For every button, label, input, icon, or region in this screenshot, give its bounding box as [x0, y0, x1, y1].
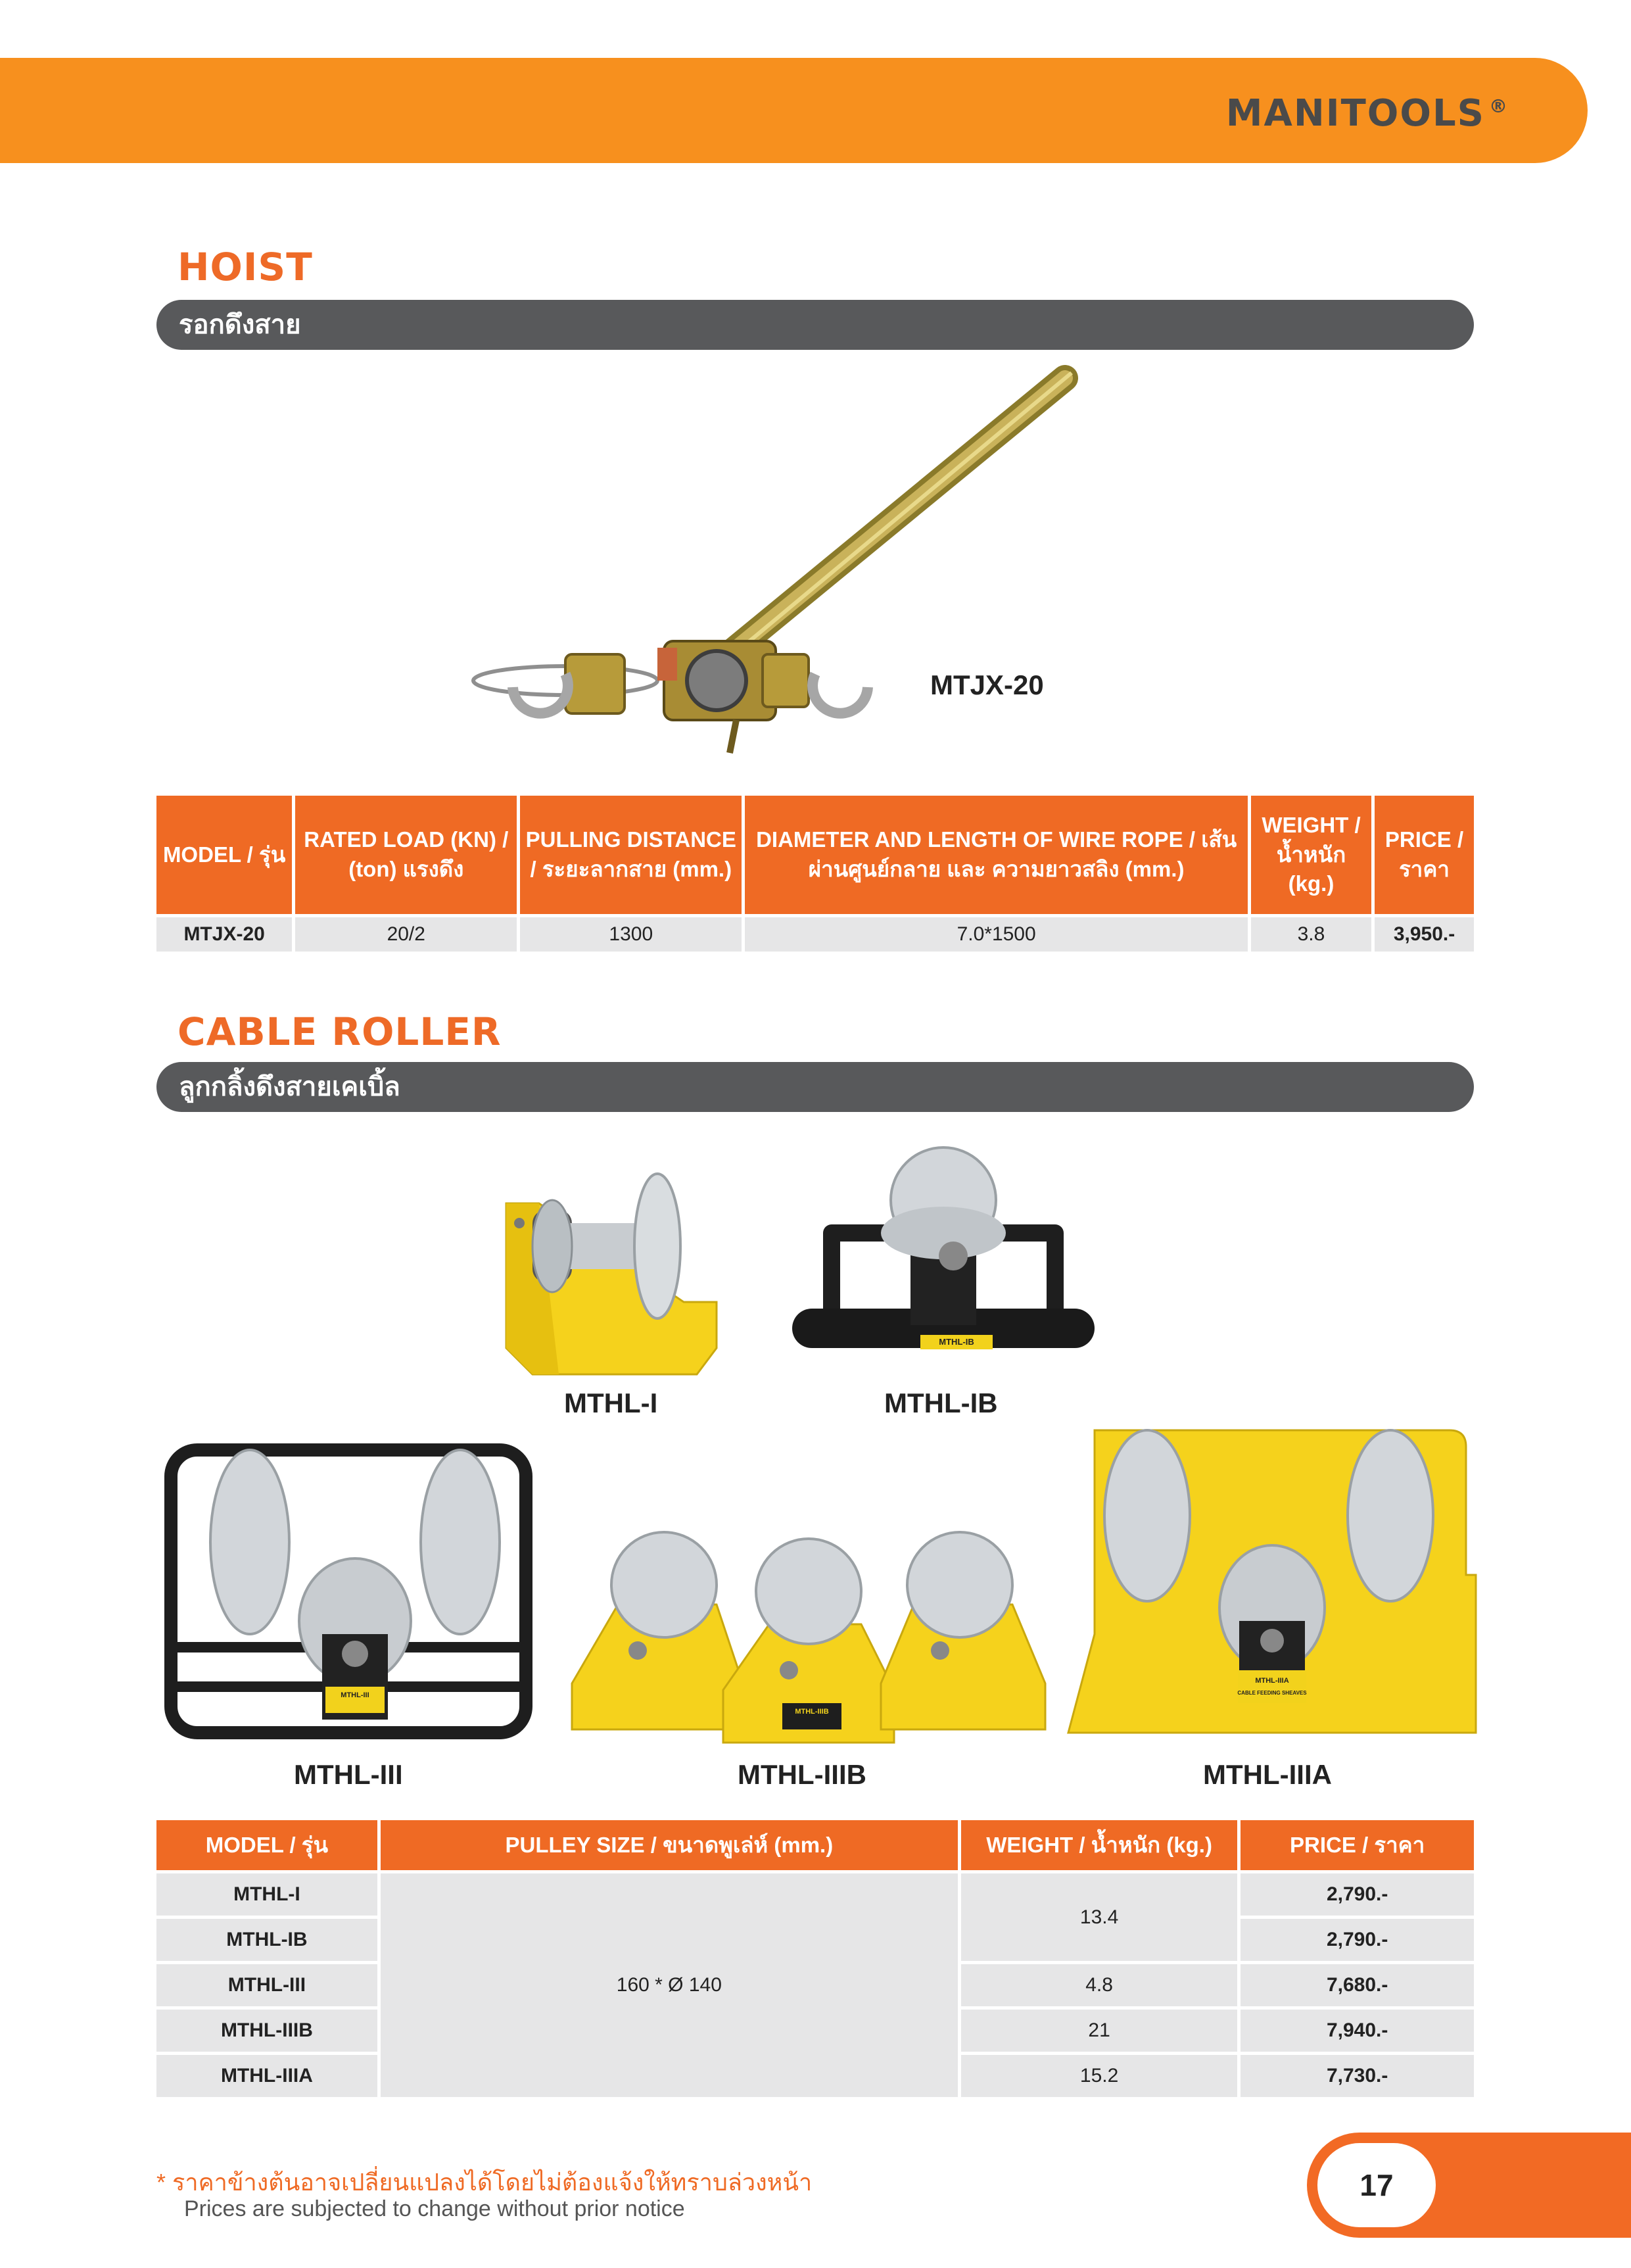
page-number: 17 [1317, 2143, 1436, 2227]
mthl-iiia-label: MTHL-IIIA [1203, 1759, 1332, 1790]
col-weight: WEIGHT / น้ำหนัก (kg.) [1251, 796, 1371, 914]
cell-price: 2,790.- [1241, 1870, 1474, 1916]
header-bar [0, 58, 1588, 163]
mthl-i-label: MTHL-I [564, 1387, 658, 1418]
cell-rated-load: 20/2 [295, 914, 517, 952]
hoist-product-label: MTJX-20 [930, 669, 1044, 700]
cell-model: MTHL-I [156, 1870, 377, 1916]
mthl-iii-photo [158, 1437, 552, 1746]
plate-label-iiia: MTHL-IIIA [1255, 1677, 1289, 1685]
cell-price: 7,680.- [1241, 1961, 1474, 2006]
cell-model: MTHL-IIIA [156, 2052, 377, 2097]
table-row [156, 914, 1474, 952]
hoist-subtitle-bar: รอกดึงสาย [156, 300, 1474, 350]
cell-price: 3,950.- [1375, 914, 1474, 952]
col-pulley-size: PULLEY SIZE / ขนาดพูเล่ห์ (mm.) [381, 1820, 958, 1870]
mthl-ib-label: MTHL-IB [884, 1387, 998, 1418]
table-header-row [156, 796, 1474, 914]
roller-subtitle-bar: ลูกกลิ้งดึงสายเคเบิ้ล [156, 1062, 1474, 1112]
mthl-iiia-photo [1055, 1411, 1482, 1746]
cell-weight: 4.8 [961, 1961, 1237, 2006]
cell-weight: 15.2 [961, 2052, 1237, 2097]
mthl-ib-photo [786, 1134, 1101, 1371]
col-wire-rope: DIAMETER AND LENGTH OF WIRE ROPE / เส้นผ่านศูนย์กลาย และ ความยาวสลิง (mm.) [745, 796, 1248, 914]
table-row [156, 1870, 1474, 1916]
brand-logo [1226, 92, 1509, 135]
page-number-tab [1307, 2133, 1631, 2238]
cell-wire-rope: 7.0*1500 [745, 914, 1248, 952]
table-header-row [156, 1820, 1474, 1870]
cell-weight-merged: 13.4 [961, 1870, 1237, 1961]
footnote-english: Prices are subjected to change without prior notice [184, 2196, 685, 2221]
roller-spec-table [153, 1820, 1477, 2097]
cell-model: MTHL-IIIB [156, 2006, 377, 2052]
cell-model: MTHL-III [156, 1961, 377, 2006]
cell-model: MTHL-IB [156, 1916, 377, 1961]
col-model: MODEL / รุ่น [156, 1820, 377, 1870]
cell-weight: 21 [961, 2006, 1237, 2052]
footnote-thai: * ราคาข้างต้นอาจเปลี่ยนแปลงได้โดยไม่ต้องแจ้งให้ทราบล่วงหน้า [156, 2169, 813, 2196]
cell-pulley-size: 160 * Ø 140 [381, 1870, 958, 2097]
col-model: MODEL / รุ่น [156, 796, 292, 914]
col-price: PRICE / ราคา [1375, 796, 1474, 914]
col-rated-load: RATED LOAD (KN) / (ton) แรงดึง [295, 796, 517, 914]
cell-price: 2,790.- [1241, 1916, 1474, 1961]
roller-title: CABLE ROLLER [177, 1009, 502, 1054]
mthl-i-photo [480, 1151, 730, 1387]
plate-label-ib: MTHL-IB [939, 1337, 974, 1347]
mthl-iii-label: MTHL-III [294, 1759, 403, 1790]
mthl-iiib-photo [572, 1526, 1052, 1749]
mthl-iiib-label: MTHL-IIIB [738, 1759, 866, 1790]
brand-name: MANITOOLS [1225, 92, 1485, 135]
plate-label-iiib: MTHL-IIIB [795, 1708, 829, 1716]
hoist-spec-table [153, 796, 1477, 952]
cell-price: 7,730.- [1241, 2052, 1474, 2097]
col-pulling-distance: PULLING DISTANCE / ระยะลากสาย (mm.) [520, 796, 742, 914]
col-weight: WEIGHT / น้ำหนัก (kg.) [961, 1820, 1237, 1870]
plate-label-iii: MTHL-III [341, 1691, 369, 1699]
cell-pulling-distance: 1300 [520, 914, 742, 952]
cell-model: MTJX-20 [156, 914, 292, 952]
cell-price: 7,940.- [1241, 2006, 1474, 2052]
brand-reg-mark: ® [1489, 95, 1509, 118]
hoist-title: HOIST [177, 245, 313, 289]
col-price: PRICE / ราคา [1241, 1820, 1474, 1870]
cell-weight: 3.8 [1251, 914, 1371, 952]
plate-label-iiia-sub: CABLE FEEDING SHEAVES [1237, 1690, 1307, 1696]
